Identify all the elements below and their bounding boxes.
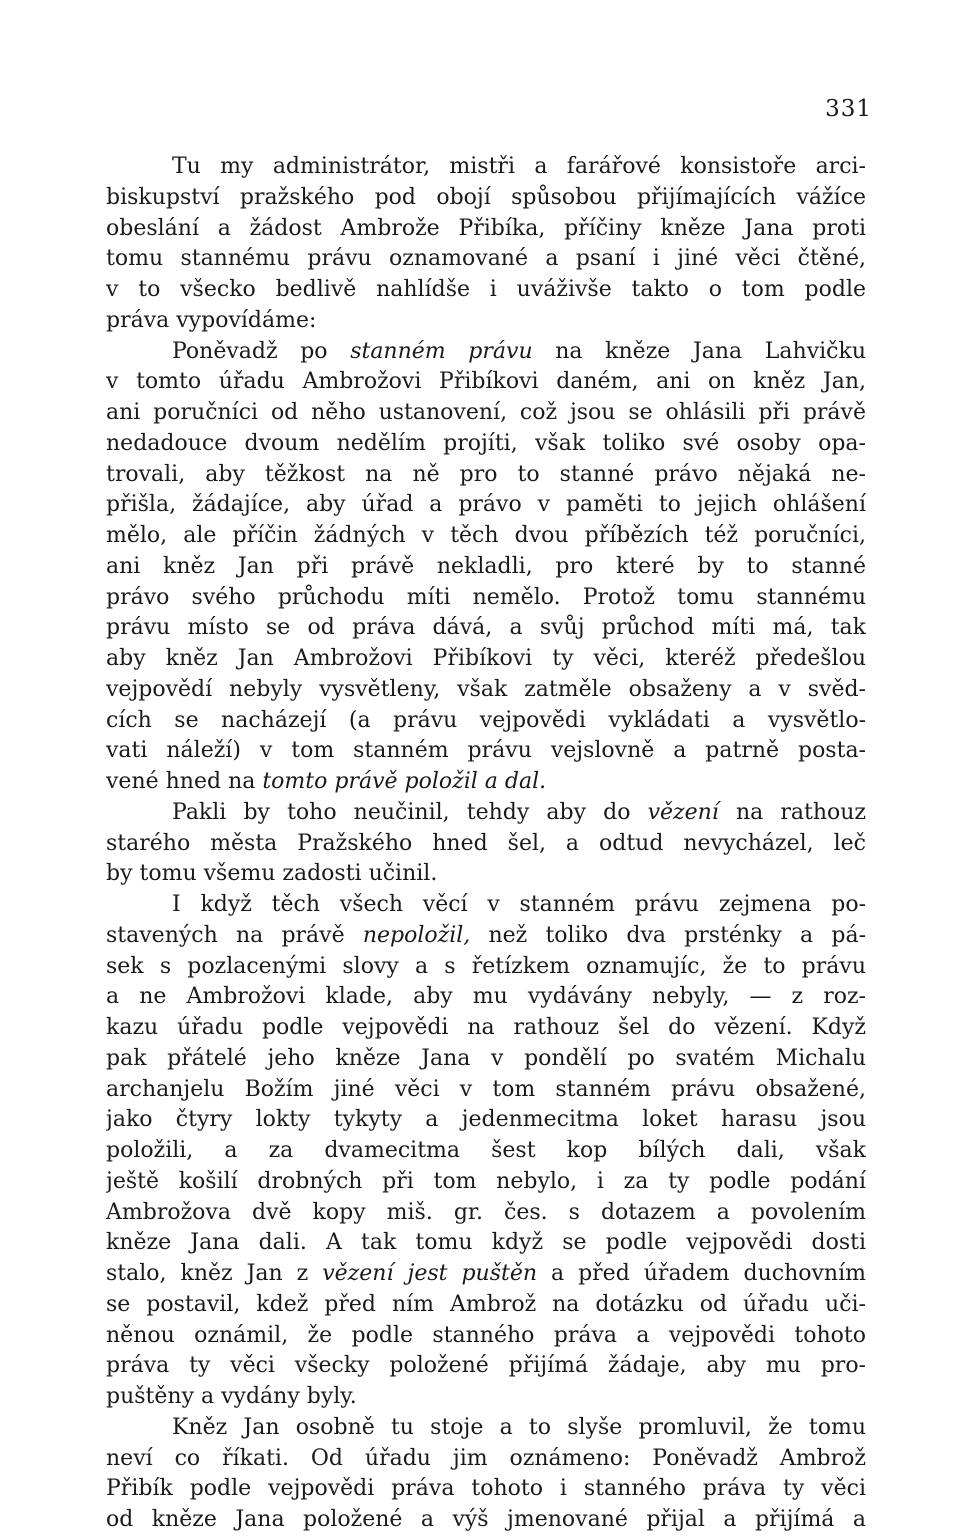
text-segment: obeslání a žádost Ambrože Přibíka, příčiny kněze Jana proti: [106, 215, 866, 241]
text-line: [106, 1198, 866, 1229]
text-segment: aby kněz Jan Ambrožovi Přibíkovi ty věci, kteréž předešlou: [106, 646, 866, 671]
text-line: [106, 583, 866, 614]
text-line: [106, 152, 866, 183]
text-segment: vené hned na: [106, 769, 263, 794]
text-line: [106, 613, 866, 644]
italic-text-segment: tomto právě položil a dal.: [262, 769, 547, 794]
text-segment: puštěny a vydány byly.: [106, 1384, 357, 1409]
text-segment: stalo, kněz Jan z: [106, 1261, 323, 1286]
page-number: 331: [825, 96, 872, 122]
text-line: [106, 859, 866, 890]
text-line: [106, 460, 866, 491]
text-segment: stavených na právě: [106, 922, 363, 948]
text-segment: na kněze Jana Lahvičku: [532, 338, 866, 364]
text-segment: položili, a za dvamecitma šest kop bílých dali, však: [106, 1138, 866, 1163]
text-line: [106, 1167, 866, 1198]
text-segment: se postavil, kdež před ním Ambrož na dotázku od úřadu uči-: [106, 1291, 866, 1317]
text-segment: právo svého průchodu míti nemělo. Protož tomu stannému: [106, 584, 866, 610]
text-segment: v tomto úřadu Ambrožovi Přibíkovi daném, ani on kněz Jan,: [106, 369, 866, 395]
text-segment: pak přátelé jeho kněze Jana v pondělí po svatém Michalu: [106, 1045, 866, 1071]
text-segment: ani kněz Jan při právě nekladli, pro které by to stanné: [106, 553, 866, 579]
text-segment: kněze Jana dali. A tak tomu když se podle vejpovědi dosti: [106, 1230, 866, 1256]
text-line: [106, 183, 866, 214]
italic-text-segment: vězení: [647, 799, 719, 825]
text-segment: na rathouz: [718, 799, 866, 825]
text-line: [106, 1474, 866, 1505]
text-segment: trovali, aby těžkost na ně pro to stanné právo nějaká ne-: [106, 461, 866, 487]
text-segment: od kněze Jana položené a výš jmenované přijal a přijímá a: [106, 1507, 866, 1532]
text-line: [106, 552, 866, 583]
text-line: [106, 1413, 866, 1444]
text-line: [106, 767, 866, 798]
text-segment: právu místo se od práva dává, a svůj průchod míti má, tak: [106, 615, 866, 641]
text-segment: práva vypovídáme:: [106, 307, 317, 333]
text-line: [106, 490, 866, 521]
text-segment: vati náleží) v tom stanném právu vejslovně a patrně posta-: [106, 738, 866, 764]
text-segment: archanjelu Božím jiné věci v tom stanném právu obsažené,: [106, 1076, 866, 1102]
text-segment: než toliko dva prsténky a pá-: [470, 922, 866, 948]
text-segment: ani poručníci od něho ustanovení, což jsou se ohlásili při právě: [106, 400, 866, 425]
text-line: [106, 890, 866, 921]
text-segment: tomu stannému právu oznamované a psaní i jiné věci čtěné,: [106, 246, 866, 272]
text-segment: Pakli by toho neučinil, tehdy aby do: [172, 799, 648, 825]
text-line: [106, 244, 866, 275]
text-line: [106, 798, 866, 829]
text-line: [106, 1259, 866, 1290]
text-segment: přišla, žádajíce, aby úřad a právo v paměti to jejich ohlášení: [106, 492, 866, 518]
text-line: [106, 921, 866, 952]
text-line: [106, 275, 866, 306]
text-line: [106, 214, 866, 245]
text-line: [106, 952, 866, 983]
text-line: [106, 398, 866, 429]
text-line: [106, 1228, 866, 1259]
text-segment: v to všecko bedlivě nahlídše i uváživše takto o tom podle: [106, 277, 866, 302]
text-line: [106, 1075, 866, 1106]
text-line: [106, 367, 866, 398]
text-segment: Kněz Jan osobně tu stoje a to slyše promluvil, že tomu: [172, 1414, 866, 1440]
text-segment: Tu my administrátor, mistři a farářové konsistoře arci-: [172, 154, 866, 179]
body-text: [106, 152, 866, 1536]
text-line: [106, 1382, 866, 1413]
text-line: [106, 1290, 866, 1321]
text-line: [106, 1351, 866, 1382]
text-line: [106, 1444, 866, 1475]
text-line: [106, 1321, 866, 1352]
text-line: [106, 736, 866, 767]
text-line: [106, 1136, 866, 1167]
text-line: [106, 675, 866, 706]
text-segment: kazu úřadu podle vejpovědi na rathouz šel do vězení. Když: [106, 1015, 866, 1040]
text-segment: biskupství pražského pod obojí spůsobou přijímajících vážíce: [106, 184, 866, 210]
text-segment: sek s pozlacenými slovy a s řetízkem oznamujíc, že to právu: [106, 953, 866, 979]
text-segment: a před úřadem duchovním: [537, 1261, 866, 1286]
text-segment: něnou oznámil, že podle stanného práva a vejpovědi tohoto: [106, 1322, 866, 1348]
text-line: [106, 1105, 866, 1136]
text-segment: jako čtyry lokty tykyty a jedenmecitma loket harasu jsou: [106, 1107, 866, 1133]
text-line: [106, 1044, 866, 1075]
text-segment: Poněvadž po: [172, 338, 351, 364]
text-line: [106, 644, 866, 675]
italic-text-segment: stanném právu: [350, 338, 533, 364]
italic-text-segment: nepoložil,: [362, 922, 471, 948]
text-line: [106, 982, 866, 1013]
text-segment: vejpovědí nebyly vysvětleny, však zatměle obsaženy a v svěd-: [106, 676, 866, 702]
text-segment: by tomu všemu zadosti učinil.: [106, 861, 438, 887]
text-line: [106, 521, 866, 552]
italic-text-segment: vězení jest puštěn: [322, 1261, 538, 1286]
text-line: [106, 706, 866, 737]
text-segment: mělo, ale příčin žádných v těch dvou příbězích též poručníci,: [106, 523, 866, 548]
text-segment: práva ty věci všecky položené přijímá žádaje, aby mu pro-: [106, 1353, 866, 1379]
text-line: [106, 1013, 866, 1044]
text-segment: ještě košilí drobných při tom nebylo, i za ty podle podání: [106, 1168, 866, 1194]
text-segment: neví co říkati. Od úřadu jim oznámeno: Poněvadž Ambrož: [106, 1445, 866, 1471]
text-line: [106, 337, 866, 368]
text-line: [106, 429, 866, 460]
text-line: [106, 829, 866, 860]
text-segment: Přibík podle vejpovědi práva tohoto i stanného práva ty věci: [106, 1476, 866, 1502]
text-segment: nedadouce dvoum nedělím projíti, však toliko své osoby opa-: [106, 430, 866, 456]
text-segment: a ne Ambrožovi klade, aby mu vydávány nebyly, — z roz-: [106, 984, 866, 1010]
text-segment: cích se nacházejí (a právu vejpovědi vykládati a vysvětlo-: [106, 707, 866, 733]
text-segment: starého města Pražského hned šel, a odtud nevycházel, leč: [106, 830, 866, 856]
text-line: [106, 306, 866, 337]
text-segment: Ambrožova dvě kopy miš. gr. čes. s dotazem a povolením: [106, 1199, 866, 1225]
text-segment: I když těch všech věcí v stanném právu zejmena po-: [172, 892, 866, 917]
